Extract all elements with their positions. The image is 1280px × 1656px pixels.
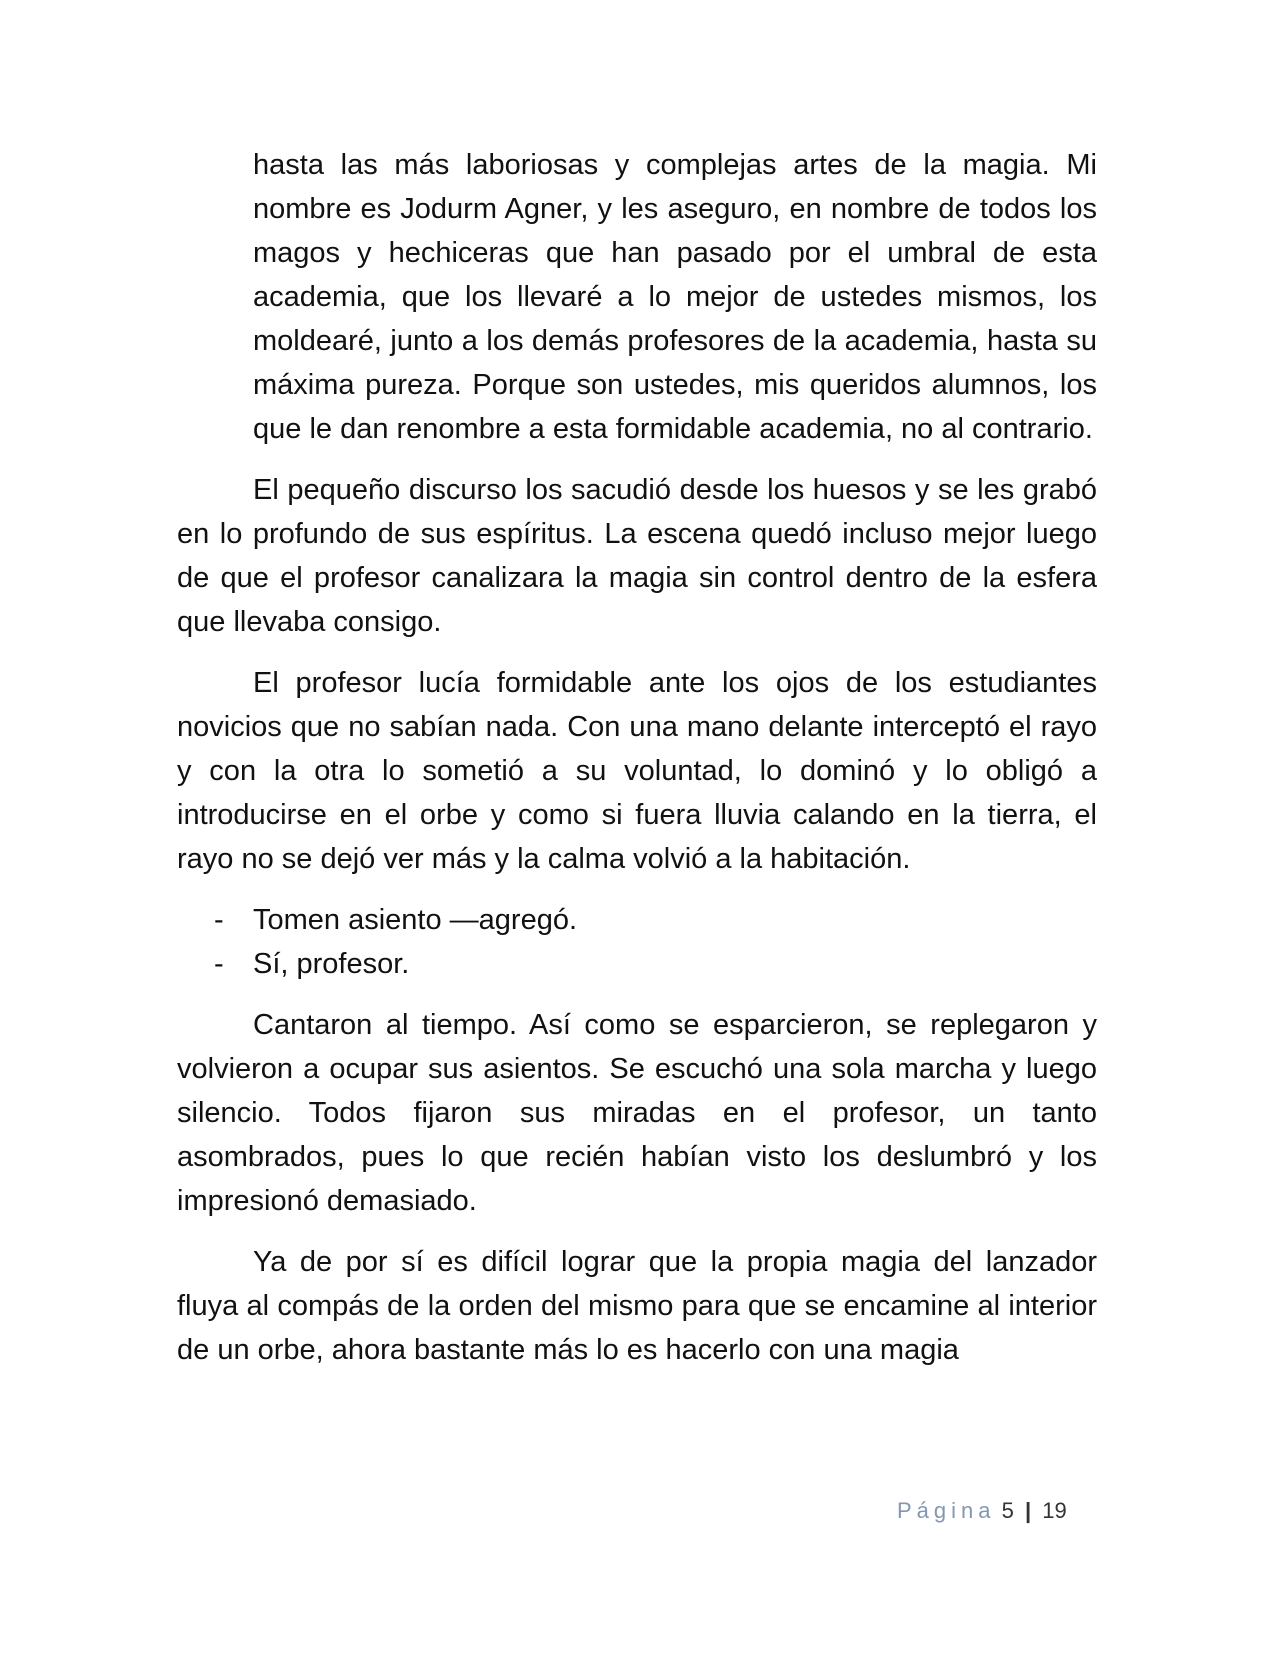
dialogue-dash: - bbox=[214, 948, 224, 980]
page-footer bbox=[897, 1497, 1067, 1525]
footer-separator: | bbox=[1025, 1498, 1032, 1523]
paragraph: El profesor lucía formidable ante los ojos de los estudiantes novicios que no sabían nada. Con una mano delante interceptó el rayo y con la otra lo sometió a su voluntad, lo dominó y lo obligó a introducirse en el orbe y como si fuera lluvia calando en la tierra, el rayo no se dejó ver más y la calma volvió a la habitación. bbox=[177, 667, 1097, 875]
footer-page-label: Página bbox=[897, 1498, 996, 1523]
dialogue-dash: - bbox=[214, 904, 224, 936]
paragraph: Ya de por sí es difícil lograr que la propia magia del lanzador fluya al compás de la orden del mismo para que se encamine al interior de un orbe, ahora bastante más lo es hacerlo con una magia bbox=[177, 1246, 1097, 1366]
footer-total-pages: 19 bbox=[1042, 1498, 1067, 1523]
footer-page-number: 5 bbox=[1001, 1498, 1014, 1523]
quote-continuation: hasta las más laboriosas y complejas artes de la magia. Mi nombre es Jodurm Agner, y les aseguro, en nombre de todos los magos y hechiceras que han pasado por el umbral de esta academia, que los llevaré a lo mejor de ustedes mismos, los moldearé, junto a los demás profesores de la academia, hasta su máxima pureza. Porque son ustedes, mis queridos alumnos, los que le dan renombre a esta formidable academia, no al contrario. bbox=[253, 149, 1097, 445]
dialogue-text: Tomen asiento —agregó. bbox=[253, 904, 578, 936]
body-text bbox=[177, 143, 1097, 1389]
dialogue-text: Sí, profesor. bbox=[253, 948, 410, 980]
paragraph: Cantaron al tiempo. Así como se esparcieron, se replegaron y volvieron a ocupar sus asientos. Se escuchó una sola marcha y luego silencio. Todos fijaron sus miradas en el profesor, un tanto asombrados, pues lo que recién habían visto los deslumbró y los impresionó demasiado. bbox=[177, 1009, 1097, 1217]
dialogue-list bbox=[177, 898, 1097, 986]
paragraph: El pequeño discurso los sacudió desde los huesos y se les grabó en lo profundo de sus espíritus. La escena quedó incluso mejor luego de que el profesor canalizara la magia sin control dentro de la esfera que llevaba consigo. bbox=[177, 474, 1097, 638]
dialogue-line bbox=[177, 898, 1097, 942]
dialogue-line bbox=[177, 942, 1097, 986]
